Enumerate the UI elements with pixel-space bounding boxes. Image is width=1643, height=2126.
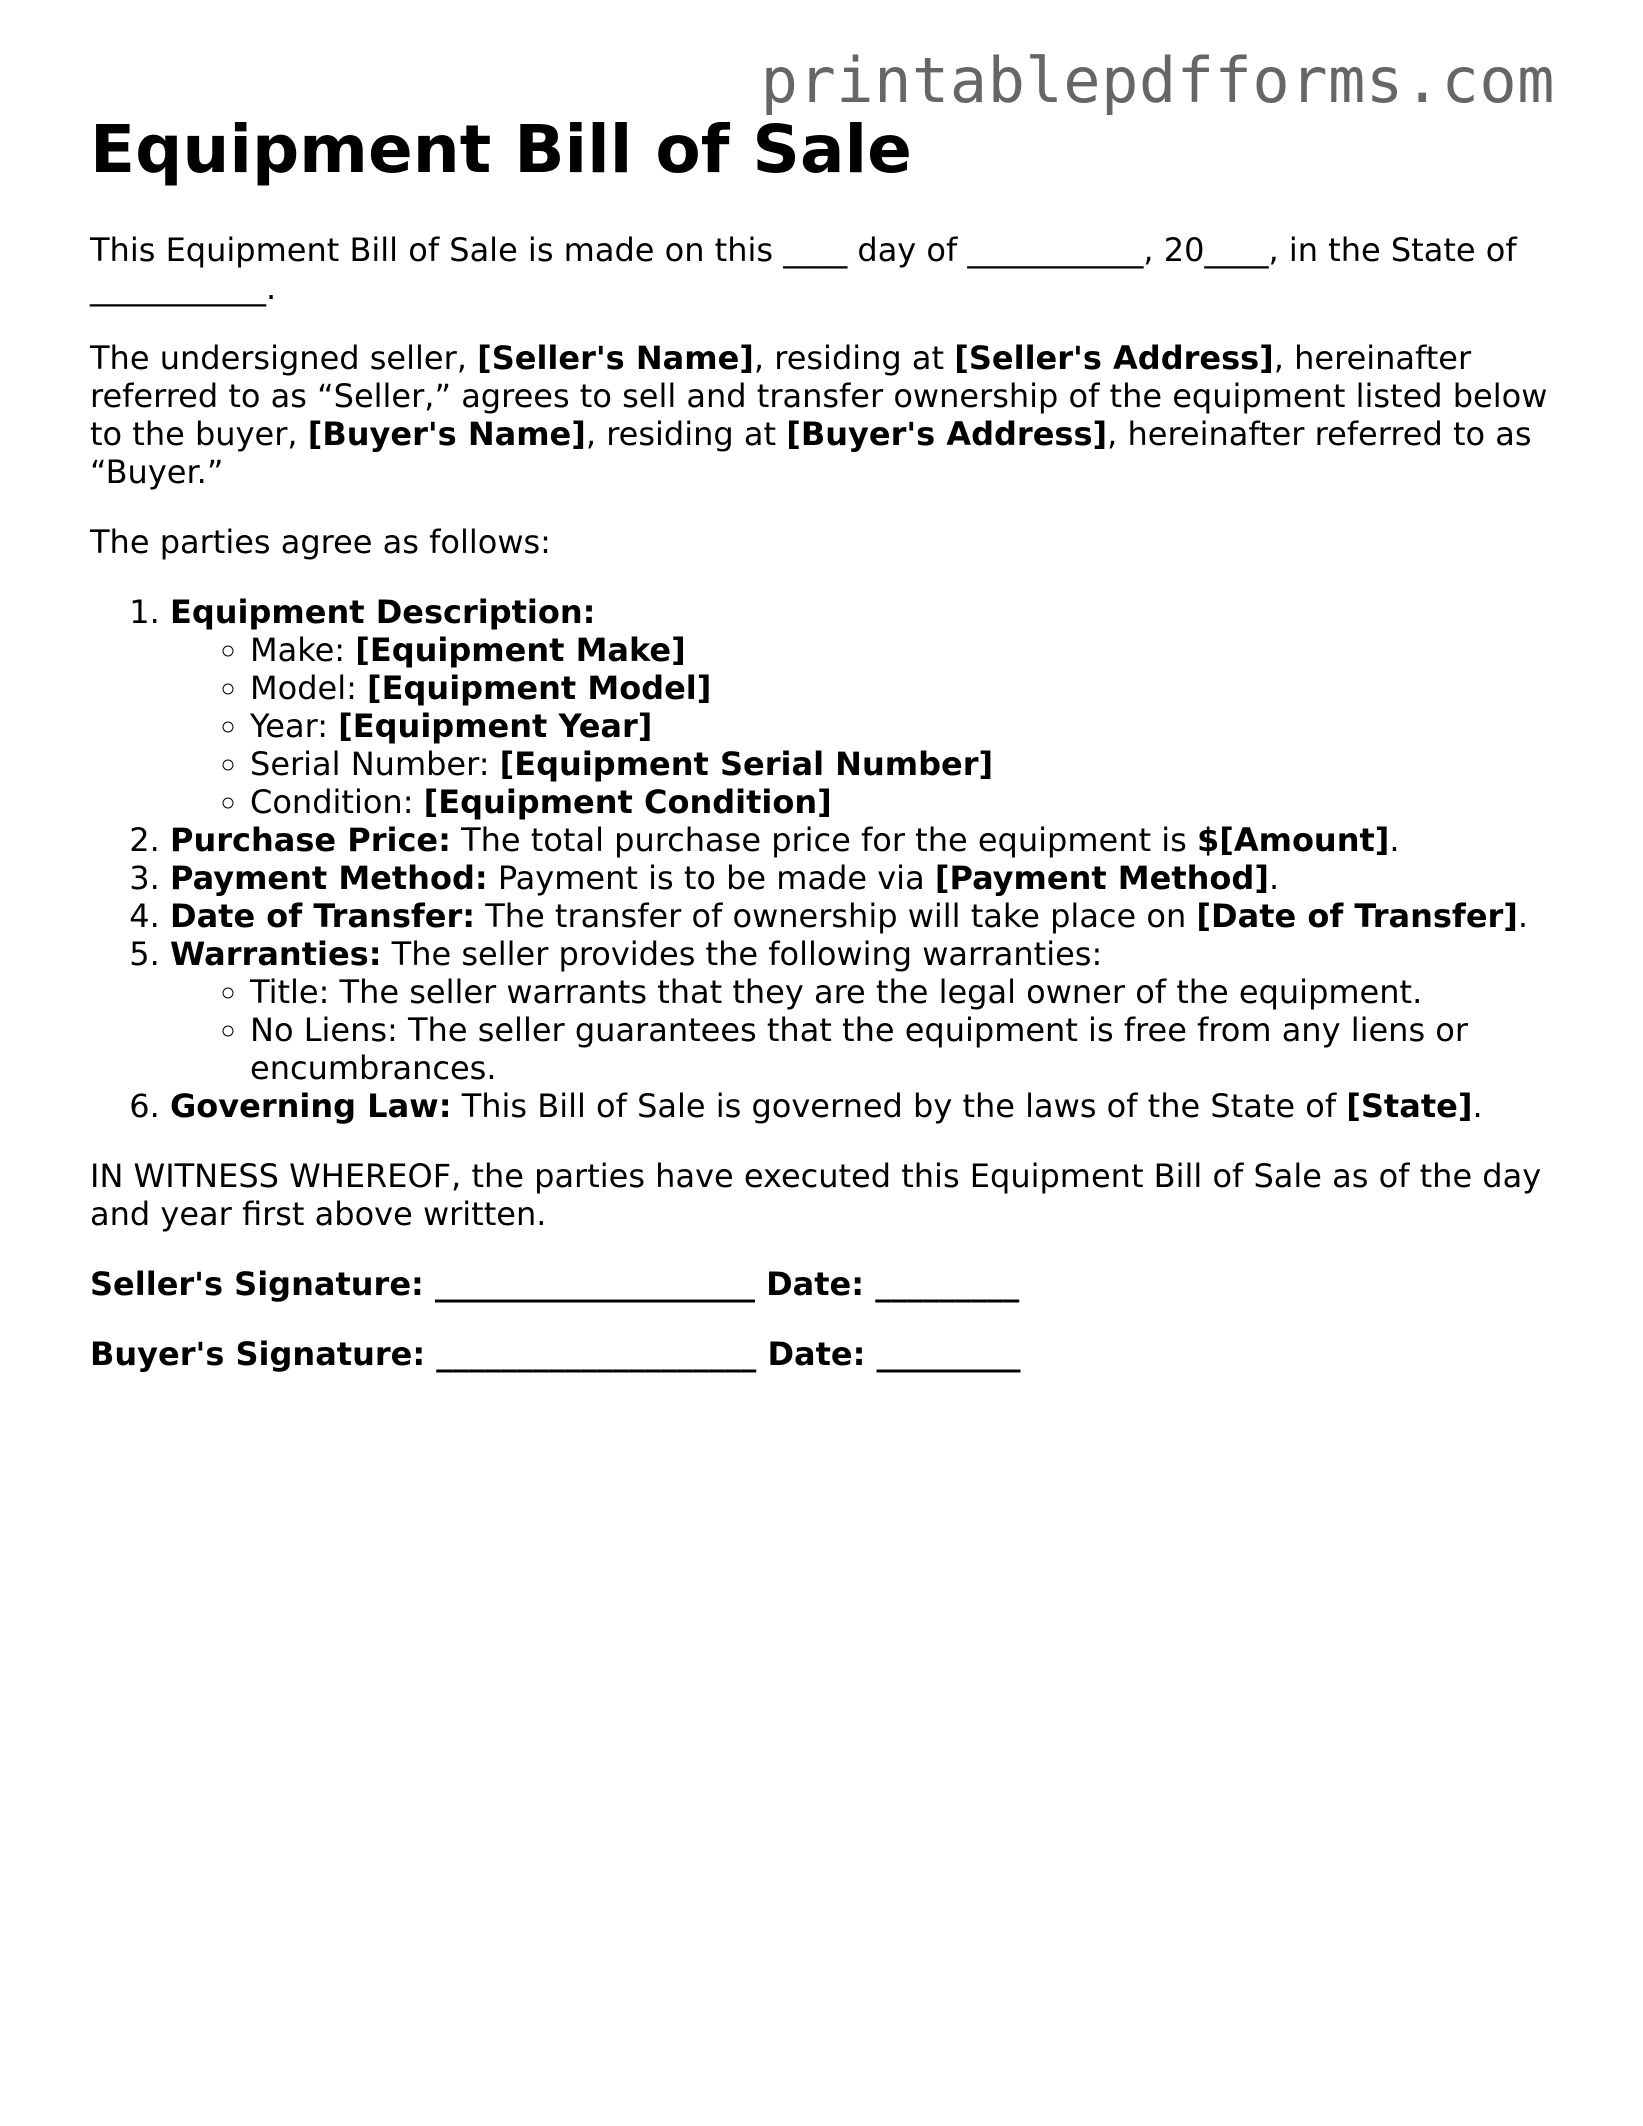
parties-paragraph — [90, 339, 1560, 491]
watermark: printablepdfforms.com — [760, 44, 1555, 117]
warranties-text: The seller provides the following warranties: — [381, 935, 1103, 974]
agree-paragraph: The parties agree as follows: — [90, 523, 551, 562]
term-payment-method — [170, 859, 1560, 897]
seller-name-field: [Seller's Name] — [477, 339, 754, 378]
model-label: Model: — [250, 669, 368, 708]
transfer-value: [Date of Transfer] — [1196, 897, 1518, 936]
serial-label: Serial Number: — [250, 745, 500, 784]
law-text: This Bill of Sale is governed by the laws of the State of — [451, 1087, 1347, 1126]
term-governing-law — [170, 1087, 1560, 1125]
equipment-serial-item — [250, 745, 1560, 783]
payment-heading: Payment Method: — [170, 859, 488, 898]
payment-value: [Payment Method] — [934, 859, 1269, 898]
payment-text: Payment is to be made via — [487, 859, 935, 898]
price-heading: Purchase Price: — [170, 821, 451, 860]
buyer-signature-line: Buyer's Signature: ____________________ Date: _________ — [90, 1335, 1021, 1374]
serial-value: [Equipment Serial Number] — [499, 745, 994, 784]
law-end: . — [1472, 1087, 1483, 1126]
equipment-heading: Equipment Description: — [170, 593, 596, 632]
term-warranties — [170, 935, 1560, 1087]
buyer-address-field: [Buyer's Address] — [786, 415, 1108, 454]
equipment-year-item — [250, 707, 1560, 745]
warranty-title-item: ◦ Title: The seller warrants that they are the legal owner of the equipment. — [250, 973, 1560, 1011]
transfer-end: . — [1517, 897, 1529, 936]
parties-text-2: , residing at — [753, 339, 955, 378]
parties-text-3: , hereinafter referred to as “Seller,” agrees to sell and transfer ownership of the equipment listed below to the buyer, — [90, 339, 1548, 454]
witness-paragraph: IN WITNESS WHEREOF, the parties have executed this Equipment Bill of Sale as of the day and year first above written. — [90, 1157, 1542, 1234]
equipment-condition-item — [250, 783, 1560, 821]
parties-text-5: , hereinafter referred to as “Buyer.” — [90, 415, 1532, 492]
make-label: Make: — [250, 631, 356, 670]
price-value: $[Amount] — [1196, 821, 1390, 860]
payment-end: . — [1268, 859, 1280, 898]
year-label: Year: — [250, 707, 339, 746]
seller-address-field: [Seller's Address] — [954, 339, 1274, 378]
parties-text-4: , residing at — [585, 415, 787, 454]
document-title: Equipment Bill of Sale — [90, 111, 912, 188]
make-value: [Equipment Make] — [355, 631, 686, 670]
term-date-of-transfer — [170, 897, 1560, 935]
seller-signature-line: Seller's Signature: ____________________ Date: _________ — [90, 1265, 1020, 1304]
intro-paragraph: This Equipment Bill of Sale is made on this ____ day of ___________, 20____, in the State of ___________. — [90, 231, 1517, 308]
law-heading: Governing Law: — [170, 1087, 452, 1126]
parties-text-1: The undersigned seller, — [90, 339, 478, 378]
transfer-text: The transfer of ownership will take place on — [475, 897, 1197, 936]
document-body — [90, 110, 1560, 1405]
transfer-heading: Date of Transfer: — [170, 897, 476, 936]
warranties-list — [170, 973, 1560, 1087]
term-purchase-price — [170, 821, 1560, 859]
condition-value: [Equipment Condition] — [423, 783, 832, 822]
price-text: The total purchase price for the equipment is — [450, 821, 1197, 860]
buyer-name-field: [Buyer's Name] — [307, 415, 586, 454]
warranty-liens-item: ◦ No Liens: The seller guarantees that the equipment is free from any liens or encumbrances. — [250, 1011, 1560, 1087]
year-value: [Equipment Year] — [338, 707, 653, 746]
law-value: [State] — [1346, 1087, 1473, 1126]
model-value: [Equipment Model] — [367, 669, 712, 708]
terms-list — [90, 593, 1560, 1125]
equipment-details-list — [170, 631, 1560, 821]
price-end: . — [1389, 821, 1400, 860]
warranties-heading: Warranties: — [170, 935, 382, 974]
condition-label: Condition: — [250, 783, 424, 822]
equipment-make-item — [250, 631, 1560, 669]
equipment-model-item — [250, 669, 1560, 707]
term-equipment-description — [170, 593, 1560, 821]
